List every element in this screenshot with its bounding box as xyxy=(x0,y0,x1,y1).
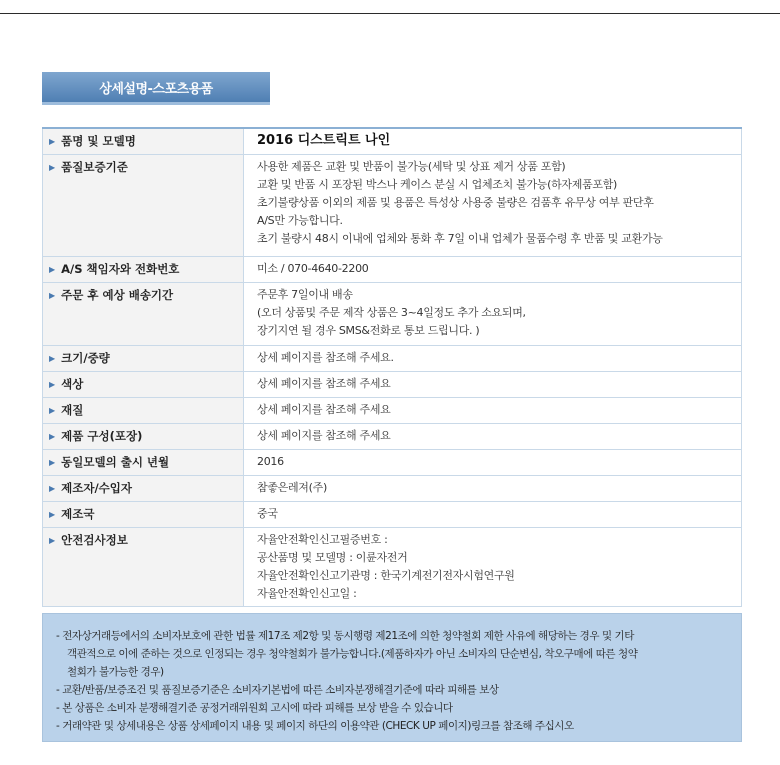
spec-value-line: 장기지연 될 경우 SMS&전화로 통보 드립니다. ) xyxy=(257,324,480,337)
triangle-bullet-icon: ▶ xyxy=(49,265,56,274)
spec-row xyxy=(43,346,742,372)
spec-row xyxy=(43,476,742,502)
spec-label: 동일모델의 출시 년월 xyxy=(61,455,170,469)
notice-line: 철회가 불가능한 경우) xyxy=(67,666,164,678)
spec-value-line: 미소 / 070-4640-2200 xyxy=(257,262,369,275)
spec-value-line: 주문후 7일이내 배송 xyxy=(257,288,353,301)
triangle-bullet-icon: ▶ xyxy=(49,354,56,363)
spec-label-cell xyxy=(43,502,244,528)
spec-value-line: 자율안전확인신고일 : xyxy=(257,587,357,600)
spec-label: 품명 및 모델명 xyxy=(61,134,136,148)
spec-value-line: A/S만 가능합니다. xyxy=(257,214,343,227)
spec-value-cell xyxy=(244,476,742,502)
triangle-bullet-icon: ▶ xyxy=(49,137,56,146)
spec-label-cell xyxy=(43,128,244,155)
spec-value-line: 초기불량상품 이외의 제품 및 용품은 특성상 사용중 불량은 검품후 유무상 여부 판단후 xyxy=(257,196,654,209)
section-title-tab xyxy=(42,72,270,105)
spec-label-cell xyxy=(43,372,244,398)
spec-label-cell xyxy=(43,528,244,607)
spec-row xyxy=(43,450,742,476)
notice-line: - 거래약관 및 상세내용은 상품 상세페이지 내용 및 페이지 하단의 이용약관 (CHECK UP 페이지)링크를 참조해 주십시오 xyxy=(56,720,574,732)
spec-label: 품질보증기준 xyxy=(61,160,128,174)
spec-value-line: 참좋은레져(주) xyxy=(257,481,327,494)
spec-label-cell xyxy=(43,155,244,257)
spec-value-line: 공산품명 및 모델명 : 이륜자전거 xyxy=(257,551,408,564)
notice-line: - 본 상품은 소비자 분쟁해결기준 공정거래위원회 고시에 따라 피해를 보상 받을 수 있습니다 xyxy=(56,702,453,714)
spec-value-cell xyxy=(244,502,742,528)
spec-value-cell xyxy=(244,155,742,257)
spec-value-cell xyxy=(244,528,742,607)
spec-label: 안전검사정보 xyxy=(61,533,128,547)
triangle-bullet-icon: ▶ xyxy=(49,458,56,467)
spec-row xyxy=(43,257,742,283)
spec-value-cell xyxy=(244,424,742,450)
spec-row xyxy=(43,424,742,450)
spec-value-cell xyxy=(244,372,742,398)
triangle-bullet-icon: ▶ xyxy=(49,536,56,545)
triangle-bullet-icon: ▶ xyxy=(49,406,56,415)
spec-label-cell xyxy=(43,283,244,346)
spec-value-cell xyxy=(244,398,742,424)
product-spec-table xyxy=(42,127,742,607)
spec-value-cell xyxy=(244,128,742,155)
spec-value-line: 상세 페이지를 참조해 주세요. xyxy=(257,351,394,364)
notice-line: - 교환/반품/보증조건 및 품질보증기준은 소비자기본법에 따른 소비자분쟁해결기준에 따라 피해를 보상 xyxy=(56,684,499,696)
triangle-bullet-icon: ▶ xyxy=(49,163,56,172)
spec-row xyxy=(43,528,742,607)
spec-row xyxy=(43,372,742,398)
spec-row xyxy=(43,502,742,528)
spec-label: 제조국 xyxy=(61,507,95,521)
spec-label-cell xyxy=(43,346,244,372)
spec-label: 제조자/수입자 xyxy=(61,481,133,495)
spec-label: 제품 구성(포장) xyxy=(61,429,143,443)
spec-label-cell xyxy=(43,398,244,424)
spec-label-cell xyxy=(43,257,244,283)
spec-value-line: 중국 xyxy=(257,507,278,520)
triangle-bullet-icon: ▶ xyxy=(49,484,56,493)
spec-row xyxy=(43,128,742,155)
triangle-bullet-icon: ▶ xyxy=(49,291,56,300)
notice-line: - 전자상거래등에서의 소비자보호에 관한 법률 제17조 제2항 및 동시행령 제21조에 의한 청약철회 제한 사유에 해당하는 경우 및 기타 xyxy=(56,630,634,642)
notice-line: 객관적으로 이에 준하는 것으로 인정되는 경우 청약철회가 불가능합니다.(제품하자가 아닌 소비자의 단순변심, 착오구매에 따른 청약 xyxy=(67,648,638,660)
spec-value-line: 상세 페이지를 참조해 주세요 xyxy=(257,403,391,416)
spec-label-cell xyxy=(43,424,244,450)
notice-box xyxy=(42,613,742,742)
spec-row xyxy=(43,155,742,257)
spec-label-cell xyxy=(43,476,244,502)
spec-value-line: 초기 불량시 48시 이내에 업체와 통화 후 7일 이내 업체가 물품수령 후 반품 및 교환가능 xyxy=(257,232,663,245)
section-title: 상세설명-스포츠용품 xyxy=(99,81,213,97)
spec-label: A/S 책임자와 전화번호 xyxy=(61,262,180,276)
spec-label-cell xyxy=(43,450,244,476)
top-divider xyxy=(0,13,780,14)
spec-value-line: 2016 디스트릭트 나인 xyxy=(257,133,391,148)
triangle-bullet-icon: ▶ xyxy=(49,510,56,519)
spec-value-line: (오더 상품및 주문 제작 상품은 3~4일정도 추가 소요되며, xyxy=(257,306,526,319)
spec-label: 주문 후 예상 배송기간 xyxy=(61,288,174,302)
spec-value-line: 자율안전확인신고필증번호 : xyxy=(257,533,388,546)
spec-value-cell xyxy=(244,346,742,372)
spec-value-cell xyxy=(244,257,742,283)
spec-value-cell xyxy=(244,450,742,476)
triangle-bullet-icon: ▶ xyxy=(49,380,56,389)
spec-value-line: 자율안전확인신고기관명 : 한국기계전기전자시험연구원 xyxy=(257,569,515,582)
spec-row xyxy=(43,398,742,424)
triangle-bullet-icon: ▶ xyxy=(49,432,56,441)
spec-value-line: 2016 xyxy=(257,455,284,468)
spec-label: 재질 xyxy=(61,403,84,417)
spec-value-cell xyxy=(244,283,742,346)
spec-row xyxy=(43,283,742,346)
spec-value-line: 교환 및 반품 시 포장된 박스나 케이스 분실 시 업체조치 불가능(하자제품포함) xyxy=(257,178,618,191)
spec-value-line: 사용한 제품은 교환 및 반품이 불가능(세탁 및 상표 제거 상품 포함) xyxy=(257,160,566,173)
spec-label: 색상 xyxy=(61,377,84,391)
spec-value-line: 상세 페이지를 참조해 주세요 xyxy=(257,377,391,390)
spec-label: 크기/중량 xyxy=(61,351,110,365)
spec-value-line: 상세 페이지를 참조해 주세요 xyxy=(257,429,391,442)
